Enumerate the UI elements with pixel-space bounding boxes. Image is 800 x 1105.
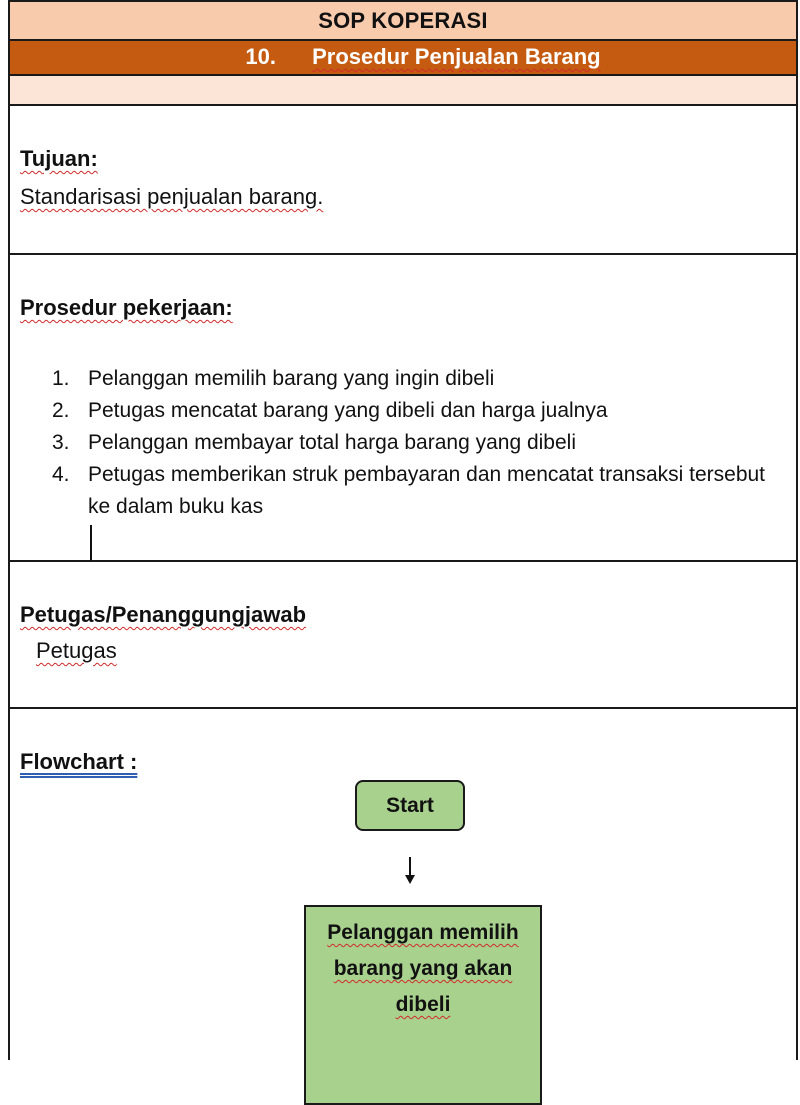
step-text: Pelanggan membayar total harga barang yang dibeli (88, 431, 576, 454)
procedure-step (52, 427, 792, 459)
procedure-step (52, 459, 792, 523)
blank-row (10, 76, 796, 106)
step-text: Petugas mencatat barang yang dibeli dan harga jualnya (88, 399, 608, 422)
process-line: barang yang akan (333, 957, 513, 980)
prosedur-section[interactable] (10, 255, 796, 562)
step-text: Pelanggan memilih barang yang ingin dibeli (88, 367, 495, 390)
flowchart-start-node[interactable]: Start (355, 780, 465, 831)
step-number: 2. (52, 399, 70, 422)
tujuan-heading: Tujuan: (20, 146, 98, 171)
sop-document (8, 0, 798, 1060)
process-line: dibeli (395, 993, 451, 1016)
section-number: 10. (245, 44, 276, 69)
petugas-value: Petugas (36, 638, 117, 663)
step-number: 3. (52, 431, 70, 454)
section-title-row (10, 41, 796, 76)
title-row (10, 0, 796, 41)
section-name: Prosedur Penjualan Barang (312, 44, 601, 69)
petugas-heading: Petugas/Penanggungjawab (20, 602, 307, 627)
arrow-down-icon (402, 857, 418, 885)
flowchart-heading: Flowchart : (20, 749, 138, 774)
step-text: Petugas memberikan struk pembayaran dan mencatat transaksi tersebut ke dalam buku kas (88, 463, 766, 518)
procedure-step (52, 395, 792, 427)
document-title: SOP KOPERASI (318, 8, 488, 33)
step-number: 4. (52, 463, 70, 486)
prosedur-heading: Prosedur pekerjaan: (20, 295, 233, 320)
flowchart-section[interactable] (10, 709, 796, 1069)
procedure-step (52, 363, 792, 395)
text-cursor (90, 525, 92, 561)
step-number: 1. (52, 367, 70, 390)
process-line: Pelanggan memilih (327, 921, 519, 944)
petugas-section[interactable] (10, 562, 796, 709)
section-title (245, 41, 600, 73)
flowchart-process-node[interactable] (304, 905, 542, 1105)
procedure-steps-list (52, 363, 792, 523)
tujuan-text: Standarisasi penjualan barang. (20, 184, 324, 209)
tujuan-section[interactable] (10, 106, 796, 255)
